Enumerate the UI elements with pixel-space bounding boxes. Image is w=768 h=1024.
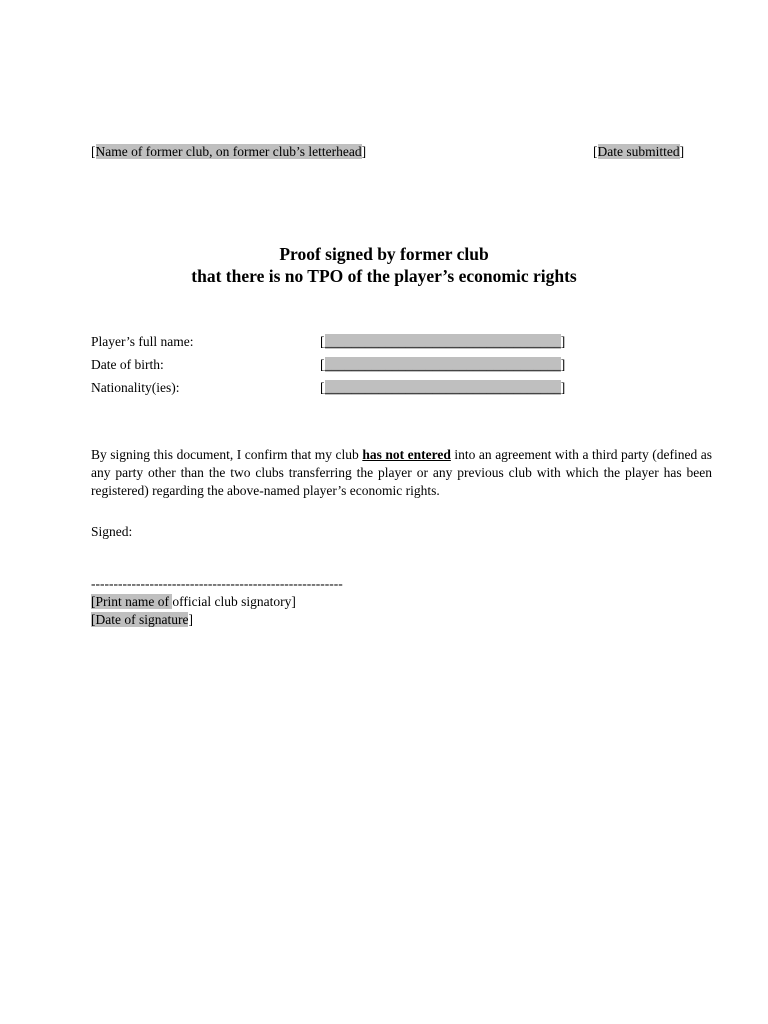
signed-label: Signed: bbox=[91, 524, 133, 539]
title-line-2: that there is no TPO of the player’s economic rights bbox=[191, 266, 577, 286]
bracket-close: ] bbox=[188, 612, 193, 627]
print-name-rest: official club signatory] bbox=[172, 594, 296, 609]
blank-line: ___________________________________ bbox=[324, 380, 561, 395]
field-label: Nationality(ies): bbox=[91, 380, 180, 395]
bracket-close: ] bbox=[560, 357, 566, 372]
blank-line: ___________________________________ bbox=[324, 357, 561, 372]
paragraph-text-after: into an agreement with a third party (defined as any party other than the two clubs transferring the player or any previous club with which the player has been registered) regarding the above-named player’s economic rights. bbox=[91, 447, 712, 498]
bracket-open: [ bbox=[320, 380, 325, 395]
former-club-name-placeholder bbox=[91, 144, 366, 160]
player-name-field[interactable] bbox=[320, 334, 565, 350]
bracket-open: [ bbox=[91, 612, 96, 627]
field-label: Player’s full name: bbox=[91, 334, 194, 349]
nationality-field[interactable] bbox=[320, 380, 565, 396]
field-row-nationality bbox=[91, 380, 611, 400]
bracket-close: ] bbox=[560, 334, 566, 349]
bracket-open: [ bbox=[593, 144, 598, 159]
former-club-name-text: Name of former club, on former club’s letterhead bbox=[95, 144, 362, 159]
field-row-date-of-birth bbox=[91, 357, 611, 377]
paragraph-text-before: By signing this document, I confirm that my club bbox=[91, 447, 363, 462]
print-name-highlight: Print name of bbox=[95, 594, 173, 609]
title-line-1: Proof signed by former club bbox=[279, 244, 489, 264]
date-submitted-placeholder bbox=[593, 144, 684, 160]
signature-date-placeholder bbox=[91, 612, 193, 628]
confirmation-paragraph bbox=[91, 446, 712, 500]
document-title bbox=[0, 243, 768, 287]
bracket-close: ] bbox=[679, 144, 685, 159]
bracket-close: ] bbox=[361, 144, 367, 159]
bracket-open: [ bbox=[91, 594, 96, 609]
signatory-name-placeholder bbox=[91, 594, 296, 610]
has-not-entered-emphasis: has not entered bbox=[362, 447, 451, 462]
field-row-player-name bbox=[91, 334, 611, 354]
date-of-signature-highlight: Date of signature bbox=[95, 612, 189, 627]
bracket-open: [ bbox=[91, 144, 96, 159]
bracket-close: ] bbox=[560, 380, 566, 395]
date-of-birth-field[interactable] bbox=[320, 357, 565, 373]
bracket-open: [ bbox=[320, 334, 325, 349]
date-submitted-text: Date submitted bbox=[597, 144, 680, 159]
field-label: Date of birth: bbox=[91, 357, 164, 372]
blank-line: ___________________________________ bbox=[324, 334, 561, 349]
bracket-open: [ bbox=[320, 357, 325, 372]
signature-line: -------------------------------------------------------- bbox=[91, 576, 343, 591]
